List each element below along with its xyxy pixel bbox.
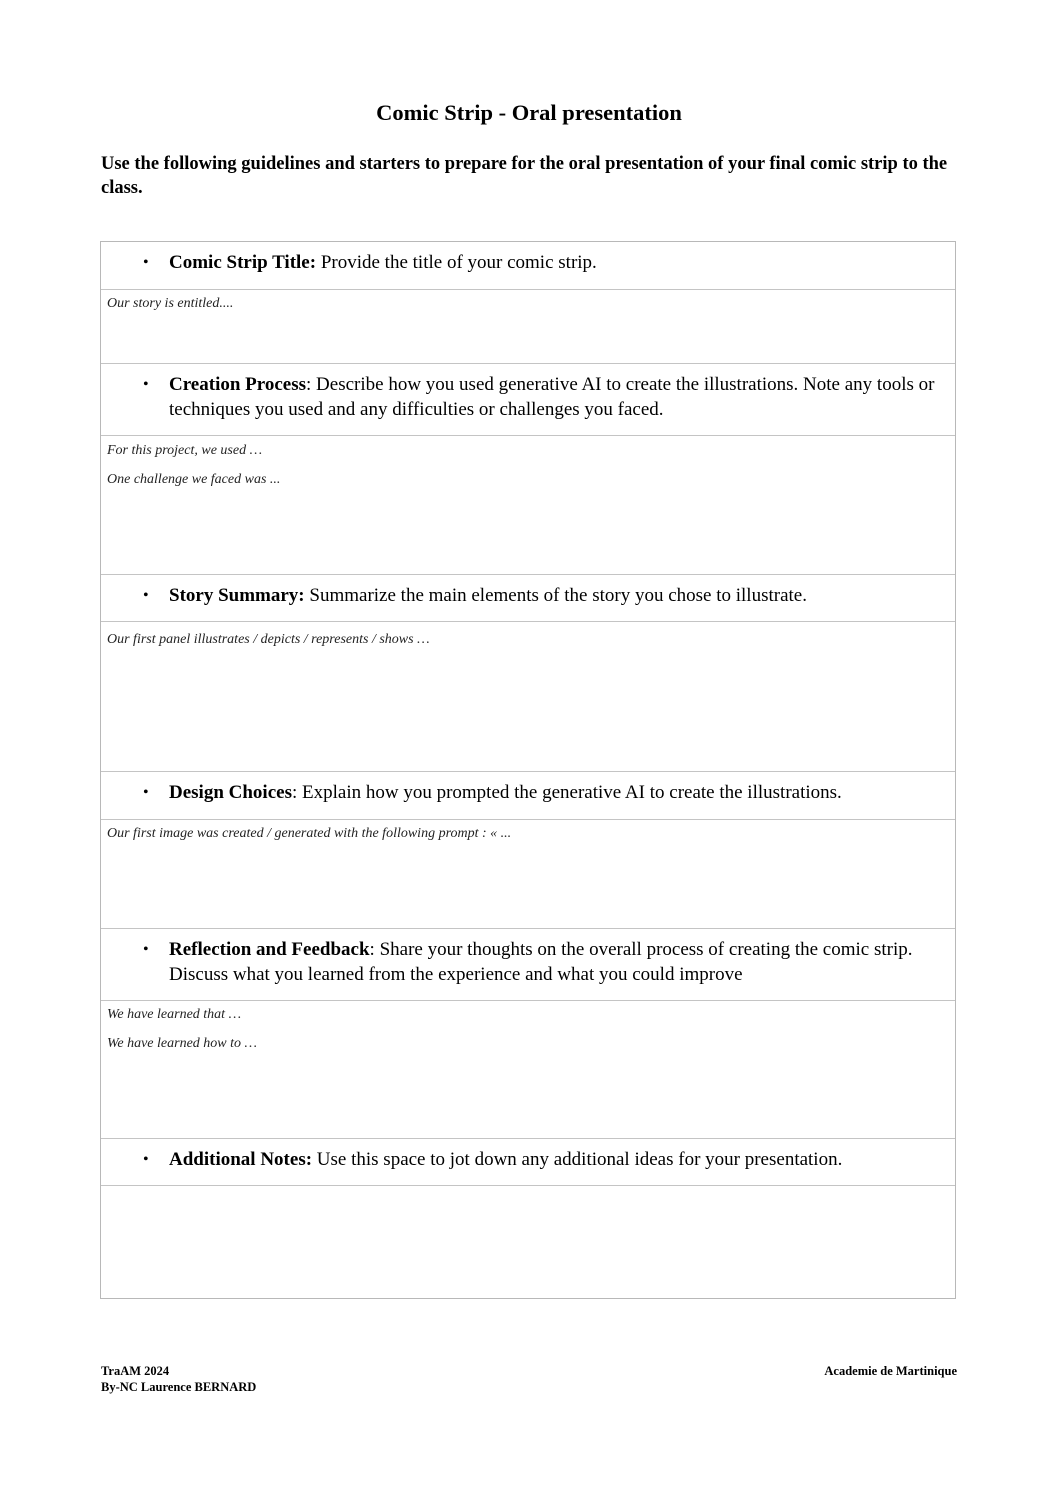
bullet-icon: • <box>143 941 149 958</box>
footer-project: TraAM 2024 <box>101 1364 170 1378</box>
section-description: Summarize the main elements of the story you chose to illustrate. <box>304 585 807 606</box>
starter-text: We have learned how to … <box>107 1036 257 1051</box>
starter-text: We have learned that … <box>107 1007 242 1022</box>
section-creation-process-prompt <box>101 364 955 436</box>
footer-author: By-NC Laurence BERNARD <box>101 1380 257 1394</box>
starter-text: Our first panel illustrates / depicts / represents / shows … <box>107 632 430 647</box>
section-design-choices-prompt <box>101 772 955 820</box>
bullet-icon: • <box>143 1151 149 1168</box>
section-story-summary-answer-area[interactable] <box>101 622 955 772</box>
section-additional-notes-answer-area[interactable] <box>101 1186 955 1298</box>
section-design-choices-answer-area[interactable] <box>101 820 955 929</box>
section-heading: Additional Notes: <box>169 1149 313 1170</box>
section-description: Use this space to jot down any additional ideas for your presentation. <box>312 1149 843 1170</box>
bullet-icon: • <box>143 587 149 604</box>
section-heading: Comic Strip Title: <box>169 252 317 273</box>
starter-text: Our first image was created / generated with the following prompt : « ... <box>107 826 512 841</box>
section-creation-process-answer-area[interactable] <box>101 436 955 575</box>
section-description: : Share your thoughts on the overall process of creating the comic strip. Discuss what you learned from the experience and what you could improve <box>169 939 913 985</box>
section-reflection-prompt <box>101 929 955 1001</box>
section-title-prompt <box>101 242 955 290</box>
section-additional-notes-prompt <box>101 1139 955 1186</box>
starter-text: Our story is entitled.... <box>107 296 234 311</box>
footer-academy: Academie de Martinique <box>824 1364 957 1378</box>
bullet-icon: • <box>143 376 149 393</box>
section-heading: Reflection and Feedback <box>169 939 370 960</box>
section-title-answer-area[interactable] <box>101 290 955 364</box>
section-description: Provide the title of your comic strip. <box>316 252 597 273</box>
bullet-icon: • <box>143 784 149 801</box>
section-story-summary-prompt <box>101 575 955 622</box>
page-title: Comic Strip - Oral presentation <box>376 100 682 125</box>
section-heading: Design Choices <box>169 782 292 803</box>
section-heading: Creation Process <box>169 374 307 395</box>
bullet-icon: • <box>143 254 149 271</box>
intro-instructions: Use the following guidelines and starters to prepare for the oral presentation of your final comic strip to the class. <box>101 154 948 198</box>
presentation-worksheet <box>100 241 956 1299</box>
section-heading: Story Summary: <box>169 585 305 606</box>
section-description: : Describe how you used generative AI to create the illustrations. Note any tools or techniques you used and any difficulties or challenges you faced. <box>169 374 935 420</box>
section-description: : Explain how you prompted the generative AI to create the illustrations. <box>291 782 842 803</box>
section-reflection-answer-area[interactable] <box>101 1001 955 1139</box>
starter-text: For this project, we used … <box>107 443 263 458</box>
starter-text: One challenge we faced was ... <box>107 472 281 487</box>
footer-credits <box>101 1363 256 1395</box>
